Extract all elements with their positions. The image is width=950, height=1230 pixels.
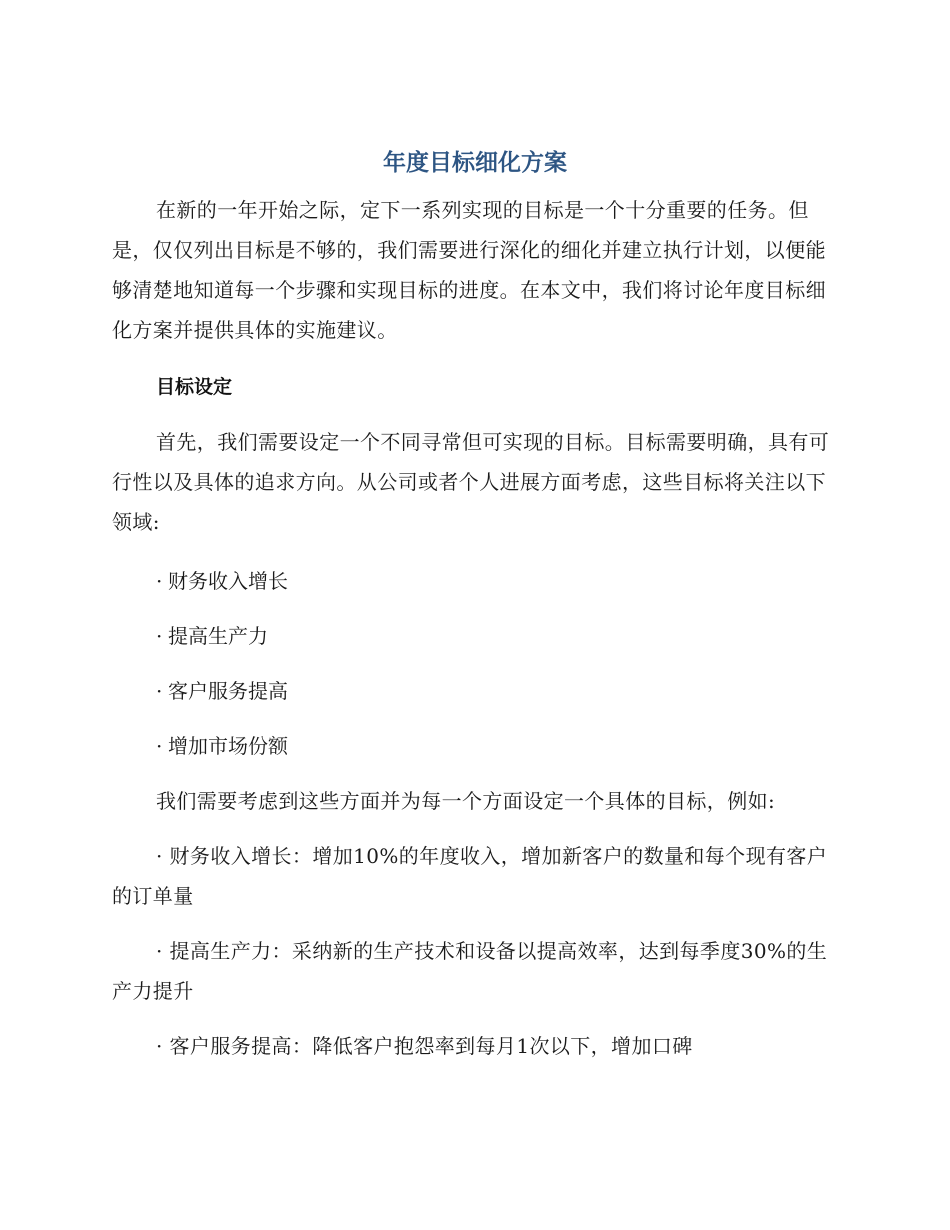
example-item: · 提高生产力：采纳新的生产技术和设备以提高效率，达到每季度30%的生产力提升	[112, 939, 828, 1003]
bullet-icon: ·	[156, 569, 163, 593]
list-item	[156, 731, 288, 761]
bullet-icon: ·	[156, 624, 163, 648]
bullet-icon: ·	[156, 734, 163, 758]
list-item	[156, 566, 288, 596]
example-intro-paragraph: 我们需要考虑到这些方面并为每一个方面设定一个具体的目标，例如:	[156, 789, 776, 813]
example-item: · 客户服务提高：降低客户抱怨率到每月1次以下，增加口碑	[156, 1034, 693, 1058]
list-item	[156, 621, 268, 651]
bullet-icon: ·	[156, 679, 163, 703]
section-heading: 目标设定	[156, 376, 233, 398]
example-item: · 财务收入增长：增加10%的年度收入，增加新客户的数量和每个现有客户的订单量	[112, 844, 828, 908]
list-item-label: 财务收入增长	[168, 569, 288, 593]
list-item-label: 提高生产力	[168, 624, 268, 648]
list-item-label: 客户服务提高	[168, 679, 288, 703]
page-title: 年度目标细化方案	[383, 150, 567, 176]
intro-paragraph: 在新的一年开始之际，定下一系列实现的目标是一个十分重要的任务。但是，仅仅列出目标是不够的，我们需要进行深化的细化并建立执行计划，以便能够清楚地知道每一个步骤和实现目标的进度。在本文中，我们将讨论年度目标细化方案并提供具体的实施建议。	[112, 198, 826, 342]
list-item	[156, 676, 288, 706]
section-paragraph: 首先，我们需要设定一个不同寻常但可实现的目标。目标需要明确，具有可行性以及具体的追求方向。从公司或者个人进展方面考虑，这些目标将关注以下领域:	[112, 430, 830, 534]
list-item-label: 增加市场份额	[168, 734, 288, 758]
